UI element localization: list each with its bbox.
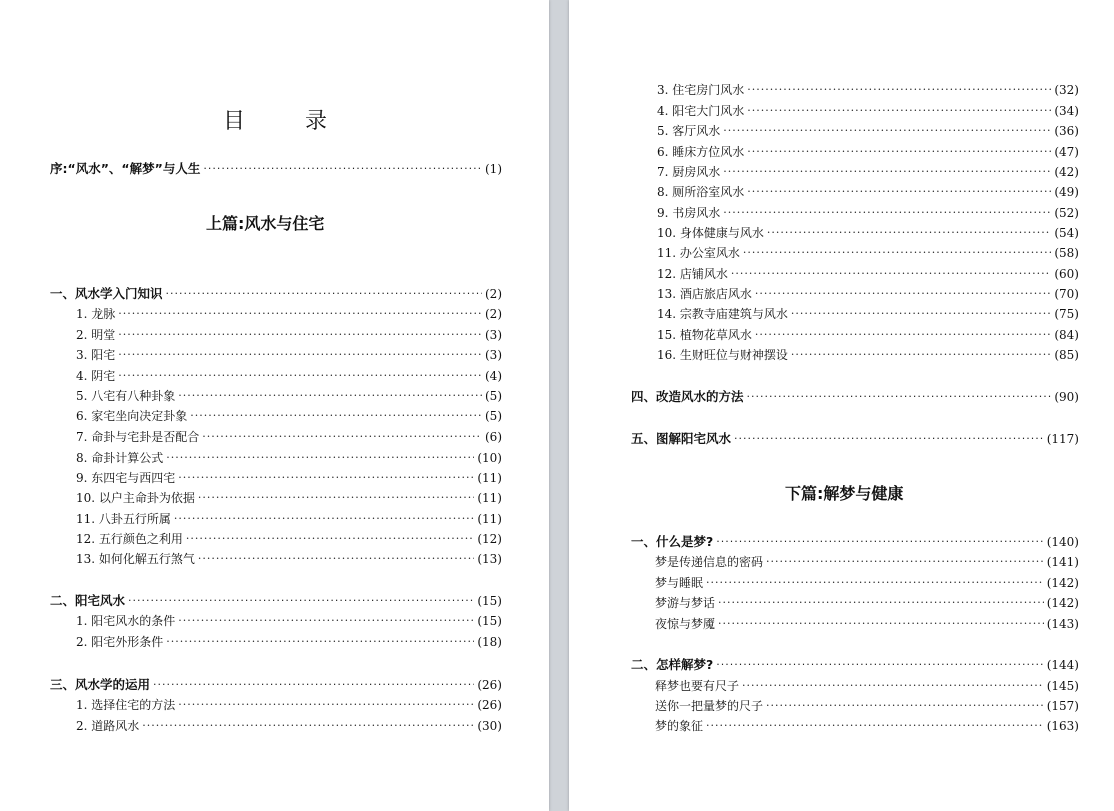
toc-entry[interactable]: 9. 东四宅与西四宅 ····· (11) [76, 469, 502, 487]
toc-entry[interactable]: 13. 酒店旅店风水 ····· (70) [657, 285, 1079, 303]
toc-title-char-1: 目 [223, 109, 246, 134]
toc-entry[interactable]: 9. 书房风水 ····· (52) [657, 204, 1079, 222]
toc-entry-preface[interactable]: 序:“风水”、“解梦”与人生 ····· (1) [50, 160, 502, 178]
toc-entry[interactable]: 梦与睡眠 ····· (142) [655, 574, 1079, 592]
toc-section-entry[interactable]: 一、风水学入门知识 ····· (2) [50, 285, 502, 303]
toc-entry[interactable]: 送你一把量梦的尺子 ····· (157) [655, 697, 1079, 715]
toc-entry[interactable]: 释梦也要有尺子 ····· (145) [655, 677, 1079, 695]
part-heading-fengshui: 上篇:风水与住宅 [206, 214, 325, 233]
toc-entry[interactable]: 7. 命卦与宅卦是否配合 ····· (6) [76, 428, 502, 446]
toc-entry[interactable]: 3. 住宅房门风水 ····· (32) [657, 81, 1079, 99]
toc-entry[interactable]: 6. 睡床方位风水 ····· (47) [657, 143, 1079, 161]
toc-entry[interactable]: 1. 龙脉 ····· (2) [76, 305, 502, 323]
toc-title-char-2: 录 [305, 109, 328, 134]
toc-entry[interactable]: 5. 客厅风水 ····· (36) [657, 122, 1079, 140]
toc-entry[interactable]: 2. 明堂 ····· (3) [76, 326, 502, 344]
toc-page-right [569, 0, 1114, 811]
toc-entry[interactable]: 13. 如何化解五行煞气 ····· (13) [76, 550, 502, 568]
toc-entry[interactable]: 5. 八宅有八种卦象 ····· (5) [76, 387, 502, 405]
toc-entry[interactable]: 11. 办公室风水 ····· (58) [657, 244, 1079, 262]
toc-section-entry[interactable]: 三、风水学的运用 ····· (26) [50, 676, 502, 694]
toc-entry[interactable]: 梦是传递信息的密码 ····· (141) [655, 553, 1079, 571]
toc-entry[interactable]: 夜惊与梦魇 ····· (143) [655, 615, 1079, 633]
toc-entry[interactable]: 梦的象征 ····· (163) [655, 717, 1079, 735]
toc-entry[interactable]: 8. 厕所浴室风水 ····· (49) [657, 183, 1079, 201]
toc-entry[interactable]: 4. 阳宅大门风水 ····· (34) [657, 102, 1079, 120]
toc-entry[interactable]: 4. 阴宅 ····· (4) [76, 367, 502, 385]
toc-entry[interactable]: 2. 阳宅外形条件 ····· (18) [76, 633, 502, 651]
toc-section-entry[interactable]: 一、什么是梦? ····· (140) [631, 533, 1079, 551]
toc-entry[interactable]: 3. 阳宅 ····· (3) [76, 346, 502, 364]
toc-page-left [0, 0, 549, 811]
toc-entry[interactable]: 12. 店铺风水 ····· (60) [657, 265, 1079, 283]
toc-section-entry[interactable]: 二、阳宅风水 ····· (15) [50, 592, 502, 610]
toc-entry[interactable]: 14. 宗教寺庙建筑与风水 ····· (75) [657, 305, 1079, 323]
part-heading-dreams: 下篇:解梦与健康 [785, 484, 904, 503]
toc-entry[interactable]: 10. 以户主命卦为依据 ····· (11) [76, 489, 502, 507]
toc-section-entry[interactable]: 二、怎样解梦? ····· (144) [631, 656, 1079, 674]
toc-entry[interactable]: 12. 五行颜色之利用 ····· (12) [76, 530, 502, 548]
toc-entry[interactable]: 2. 道路风水 ····· (30) [76, 717, 502, 735]
toc-section-entry[interactable]: 四、改造风水的方法 ····· (90) [631, 388, 1079, 406]
toc-entry[interactable]: 1. 阳宅风水的条件 ····· (15) [76, 612, 502, 630]
toc-entry[interactable]: 11. 八卦五行所属 ····· (11) [76, 510, 502, 528]
toc-entry[interactable]: 1. 选择住宅的方法 ····· (26) [76, 696, 502, 714]
toc-entry[interactable]: 7. 厨房风水 ····· (42) [657, 163, 1079, 181]
toc-entry[interactable]: 16. 生财旺位与财神摆设 ····· (85) [657, 346, 1079, 364]
toc-entry[interactable]: 15. 植物花草风水 ····· (84) [657, 326, 1079, 344]
toc-section-entry[interactable]: 五、图解阳宅风水 ····· (117) [631, 430, 1079, 448]
toc-entry[interactable]: 梦游与梦话 ····· (142) [655, 594, 1079, 612]
toc-entry[interactable]: 6. 家宅坐向决定卦象 ····· (5) [76, 407, 502, 425]
toc-entry[interactable]: 10. 身体健康与风水 ····· (54) [657, 224, 1079, 242]
toc-entry[interactable]: 8. 命卦计算公式 ····· (10) [76, 449, 502, 467]
